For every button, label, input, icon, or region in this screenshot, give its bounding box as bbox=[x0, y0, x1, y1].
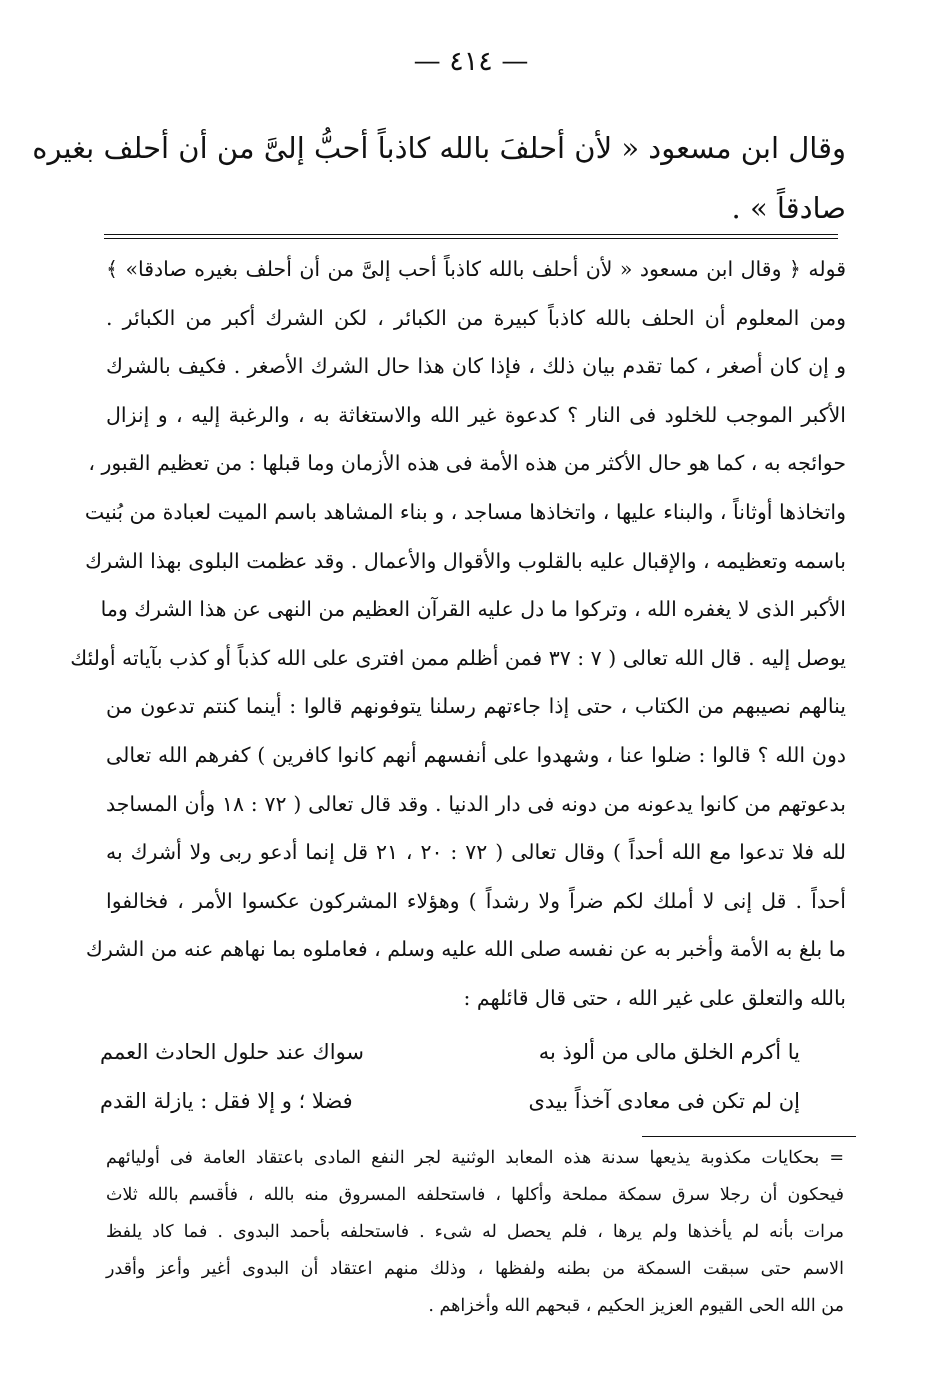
verse-first-hemistich: يا أكرم الخلق مالى من ألوذ به bbox=[538, 1040, 800, 1064]
main-text bbox=[32, 118, 846, 238]
footnote-line: الاسم حتى سبقت السمكة من بطنه ولفظها ، وذلك منهم اعتقاد أن البدوى أغير وأعز وأقدر bbox=[106, 1259, 844, 1279]
verse-second-hemistich: سواك عند حلول الحادث العمم bbox=[100, 1040, 365, 1064]
commentary-line: دون الله ؟ قالوا : ضلوا عنا ، وشهدوا على أنفسهم أنهم كانوا كافرين ) كفرهم الله تعالى bbox=[106, 742, 846, 767]
footnote-line: من الله الحى القيوم العزيز الحكيم ، قبحهم الله وأخزاهم . bbox=[428, 1296, 844, 1316]
verse-first-hemistich: إن لم تكن فى معادى آخذاً بيدى bbox=[528, 1089, 800, 1113]
commentary-line: باسمه وتعظيمه ، والإقبال عليه بالقلوب والأقوال والأعمال . وقد عظمت البلوى بهذا الشرك bbox=[85, 548, 846, 573]
commentary-line: و إن كان أصغر ، كما تقدم بيان ذلك ، فإذا كان هذا حال الشرك الأصغر . فكيف بالشرك bbox=[106, 354, 846, 379]
poem-verse bbox=[100, 1040, 840, 1084]
commentary bbox=[70, 245, 846, 1023]
verse-second-hemistich: فضلا ؛ و إلا فقل : يازلة القدم bbox=[100, 1089, 353, 1113]
main-text-line: صادقاً » . bbox=[731, 191, 846, 225]
main-text-line: وقال ابن مسعود « لأن أحلفَ بالله كاذباً أحبُّ إلىَّ من أن أحلف بغيره bbox=[32, 131, 846, 165]
commentary-line: حوائجه به ، كما هو حال الأكثر من هذه الأمة فى هذه الأزمان وما قبلها : من تعظيم القبور ، bbox=[88, 451, 846, 476]
commentary-line: لله فلا تدعوا مع الله أحداً ) وقال تعالى ( ٧٢ : ٢٠ ، ٢١ قل إنما أدعو ربى ولا أشرك به bbox=[106, 840, 846, 865]
commentary-line: يوصل إليه . قال الله تعالى ( ٧ : ٣٧ فمن أظلم ممن افترى على الله كذباً أو كذب بآياته أولئك bbox=[70, 645, 846, 670]
commentary-line: ومن المعلوم أن الحلف بالله كاذباً كبيرة من الكبائر ، لكن الشرك أكبر من الكبائر . bbox=[106, 305, 846, 330]
page-number: — ٤١٤ — bbox=[413, 46, 529, 77]
commentary-line: قوله ﴿ وقال ابن مسعود « لأن أحلف بالله كاذباً أحب إلىَّ من أن أحلف بغيره صادقا» ﴾ bbox=[106, 257, 846, 281]
footnote-line: = بحكايات مكذوبة يذيعها سدنة هذه المعابد الوثنية لجر النفع المادى باعتقاد العامة فى أوليائهم bbox=[106, 1148, 844, 1168]
commentary-line: الأكبر الذى لا يغفره الله ، وتركوا ما دل عليه القرآن العظيم من النهى عن هذا الشرك وما bbox=[100, 597, 846, 622]
footnote bbox=[106, 1140, 844, 1325]
commentary-line: أحداً . قل إنى لا أملك لكم ضراً ولا رشداً ) وهؤلاء المشركون عكسوا الأمر ، فخالفوا bbox=[106, 888, 846, 913]
commentary-line: ينالهم نصيبهم من الكتاب ، حتى إذا جاءتهم رسلنا يتوفونهم قالوا : أينما كنتم تدعون من bbox=[106, 694, 846, 719]
poem-verse bbox=[100, 1089, 840, 1133]
commentary-line: واتخاذها أوثاناً ، والبناء عليها ، واتخاذها مساجد ، و بناء المشاهد باسم الميت لعبادة من بُنيت bbox=[84, 499, 846, 524]
footnote-line: مرات بأنه لم يأخذها ولم يرها ، فلم يحصل له شىء . فاستحلفه بأحمد البدوى . فما كاد يلفظ bbox=[106, 1222, 844, 1242]
footnote-line: فيحكون أن رجلا سرق سمكة مملحة وأكلها ، فاستحلفه المسروق منه بالله ، فأقسم بالله ثلاث bbox=[106, 1185, 844, 1205]
commentary-line: بدعوتهم من كانوا يدعونه من دونه فى دار الدنيا . وقد قال تعالى ( ٧٢ : ١٨ وأن المساجد bbox=[106, 791, 846, 816]
commentary-line: الأكبر الموجب للخلود فى النار ؟ كدعوة غير الله والاستغاثة به ، والرغبة إليه ، و إنزال bbox=[106, 402, 846, 427]
footnote-divider bbox=[642, 1136, 856, 1137]
section-divider bbox=[104, 234, 838, 239]
commentary-line: ما بلغ به الأمة وأخبر به عن نفسه صلى الله عليه وسلم ، فعاملوه بما نهاهم عنه من الشرك bbox=[85, 937, 846, 962]
commentary-line: بالله والتعلق على غير الله ، حتى قال قائلهم : bbox=[463, 985, 846, 1010]
